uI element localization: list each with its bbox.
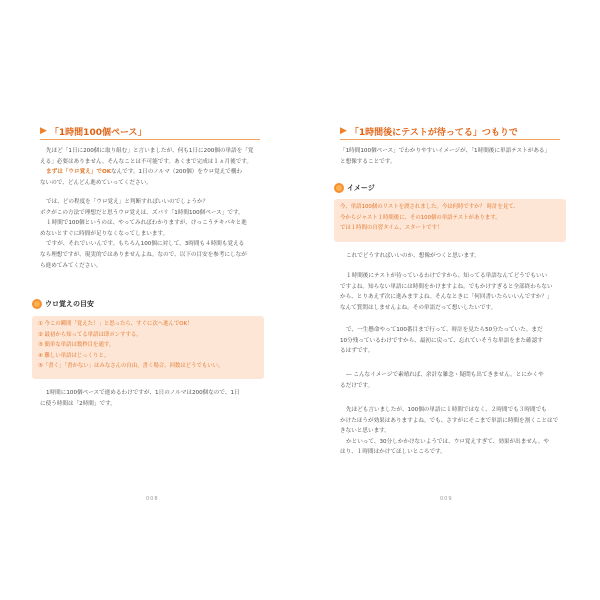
- emphasis-text: まずは「ウロ覚え」でOK: [46, 169, 112, 176]
- right-para-1: 「1時間100個ペース」でわかりやすいイメージが、「1時間後に単語テストがある」 と想像することです。: [340, 148, 551, 165]
- right-section-heading: ▶ 「1時間後にテストが待ってる」つもりで: [340, 126, 518, 138]
- right-para-5: ― こんなイメージで素晴れば、余計な雑念・疑問も出てきません。とにかくや るだけです。: [340, 372, 544, 389]
- left-para-2: では、どの程度を「ウロ覚え」と判断すればいいのでしょうか？ ボクがこの方法で理想だと思うウロ覚えは、ズバリ「1時間100個ペース」です。 １時間で100個というのは、やってみればわかりますが、けっこうテキパキと進 めないとすぐに時間が足りなくなってしまいます。 ですが、それでいいんです。もちろん100個に対して、3時間も４時間も覚える なら理想ですが、現実的ではありませんよね。なので、以下の目安を参考にしなが ら進めてみてください。: [40, 199, 247, 269]
- image-box: 今、単語100個のリストを渡されました。今は何時ですか？ 時計を見て、 今からジャスト１時間後に、その100個の単語テストがあります。 では１時間の自習タイム、スタートです！: [334, 199, 566, 242]
- right-para-2: これでどうすればいいのか、想像がつくと思います。: [346, 253, 480, 259]
- heading-rule: [340, 139, 560, 140]
- sun-icon: [334, 183, 344, 193]
- right-para-3: １時間後にテストが待っているわけですから、知ってる単語なんてどうでもいい ですよね。知らない単語には時間をかけますよね。でもかけすぎると全部終わらない から、とりあえず次に進みますよね。そんなときに「何回書いたらいいんですか？」 なんて質問はしませんよね。その単語だって想いしたいです。: [340, 273, 553, 311]
- sun-icon: [32, 299, 42, 309]
- tips-box: ① 今この瞬間「覚えた！」と思ったら、すぐに次へ進んでOK！ ② 最初から知ってる単語は即ポンすする。 ③ 簡単な単語は数秒目を通す。 ④ 難しい単語はじっくりと。 ⑤「書く」「書かない」はみなさんの自由。書く場合、回数はどうでもいい。: [32, 316, 264, 379]
- right-page: [300, 0, 600, 600]
- left-section-heading: ▶ 「1時間100個ペース」: [40, 126, 147, 138]
- page-number: 008: [146, 496, 159, 502]
- heading-marker-icon: ▶: [40, 126, 47, 136]
- page-number: 009: [440, 496, 453, 502]
- left-para-3: 1時間に100個ペースで進めるわけですが、1日のノルマは200個なので、1日 に使う時間は「2時間」です。: [40, 390, 240, 407]
- right-para-4: で、一生懸命やって100番目まで行って、時計を見たら50分たっていた。まだ 10分残っているわけですから、最初に戻って、忘れていそうな単語をまた確認す るはずです。: [340, 327, 543, 355]
- heading-marker-icon: ▶: [340, 126, 347, 136]
- left-subheading: ウロ覚えの目安: [32, 299, 94, 309]
- right-para-6: 先ほども言いましたが、100個の単語に１時間ではなく、２時間でも３時間でも かけたほうが効果はありますよね。でも、さすがにそこまで単語に時間を割くことはで きないと思います。 かといって、30分しかかけないようでは、ウロ覚えすぎて、効果が出ません。や はり、１時間はかけてほしいところです。: [340, 407, 559, 456]
- left-para-1: 先ほど「1日に200個に取り組む」と言いましたが、何も1日に200個の単語を「覚 える」必要はありません。そんなことは不可能です。あくまで完成は１ヵ月後です。 まずは「ウロ覚え」でOKなんです。1日のノルマ（200個）をウロ覚えで構わ ないので、どんどん進めていってください。: [40, 148, 254, 186]
- heading-rule: [40, 139, 260, 140]
- right-subheading: イメージ: [334, 183, 375, 193]
